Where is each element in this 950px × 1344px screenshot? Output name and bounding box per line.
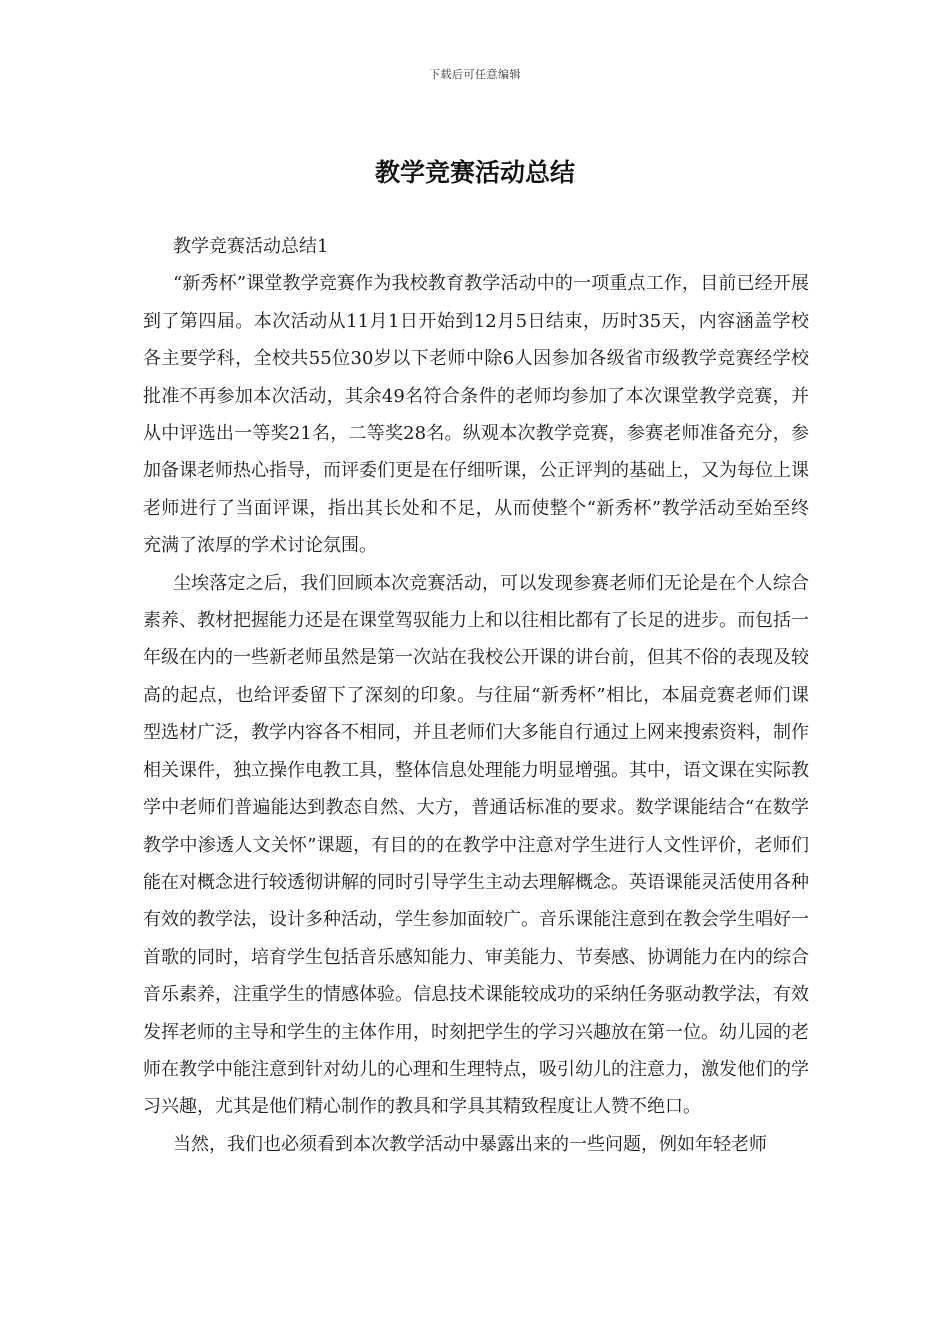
paragraph: 当然，我们也必须看到本次教学活动中暴露出来的一些问题，例如年轻老师 bbox=[173, 1133, 767, 1155]
document-title: 教学竞赛活动总结 bbox=[374, 158, 575, 187]
section-subtitle: 教学竞赛活动总结1 bbox=[173, 236, 329, 257]
document-body bbox=[143, 228, 809, 1163]
paragraph: 尘埃落定之后，我们回顾本次竞赛活动，可以发现参赛老师们无论是在个人综合素养、教材把握能力还是在课堂驾驭能力上和以往相比都有了长足的进步。而包括一年级在内的一些新老师虽然是第一次站在我校公开课的讲台前，但其不俗的表现及较高的起点，也给评委留下了深刻的印象。与往届“新秀杯”相比，本届竞赛老师们课型选材广泛，教学内容各不相同，并且老师们大多能自行通过上网来搜索资料，制作相关课件，独立操作电教工具，整体信息处理能力明显增强。其中，语文课在实际教学中老师们普遍能达到教态自然、大方，普通话标准的要求。数学课能结合“在数学教学中渗透人文关怀”课题，有目的的在教学中注意对学生进行人文性评价，老师们能在对概念进行较透彻讲解的同时引导学生主动去理解概念。英语课能灵活使用各种有效的教学法，设计多种活动，学生参加面较广。音乐课能注意到在教会学生唱好一首歌的同时，培育学生包括音乐感知能力、审美能力、节奏感、协调能力在内的综合音乐素养，注重学生的情感体验。信息技术课能较成功的采纳任务驱动教学法，有效发挥老师的主导和学生的主体作用，时刻把学生的学习兴趣放在第一位。幼儿园的老师在教学中能注意到针对幼儿的心理和生理特点，吸引幼儿的注意力，激发他们的学习兴趣，尤其是他们精心制作的教具和学具其精致程度让人赞不绝口。 bbox=[143, 572, 809, 1118]
header-note: 下载后可任意编辑 bbox=[429, 68, 521, 81]
paragraph: “新秀杯”课堂教学竞赛作为我校教育教学活动中的一项重点工作，目前已经开展到了第四届。本次活动从11月1日开始到12月5日结束，历时35天，内容涵盖学校各主要学科，全校共55位30岁以下老师中除6人因参加各级省市级教学竞赛经学校批准不再参加本次活动，其余49名符合条件的老师均参加了本次课堂教学竞赛，并从中评选出一等奖21名，二等奖28名。纵观本次教学竞赛，参赛老师准备充分，参加备课老师热心指导，而评委们更是在仔细听课，公正评判的基础上，又为每位上课老师进行了当面评课，指出其长处和不足，从而使整个“新秀杯”教学活动至始至终充满了浓厚的学术讨论氛围。 bbox=[143, 273, 809, 557]
